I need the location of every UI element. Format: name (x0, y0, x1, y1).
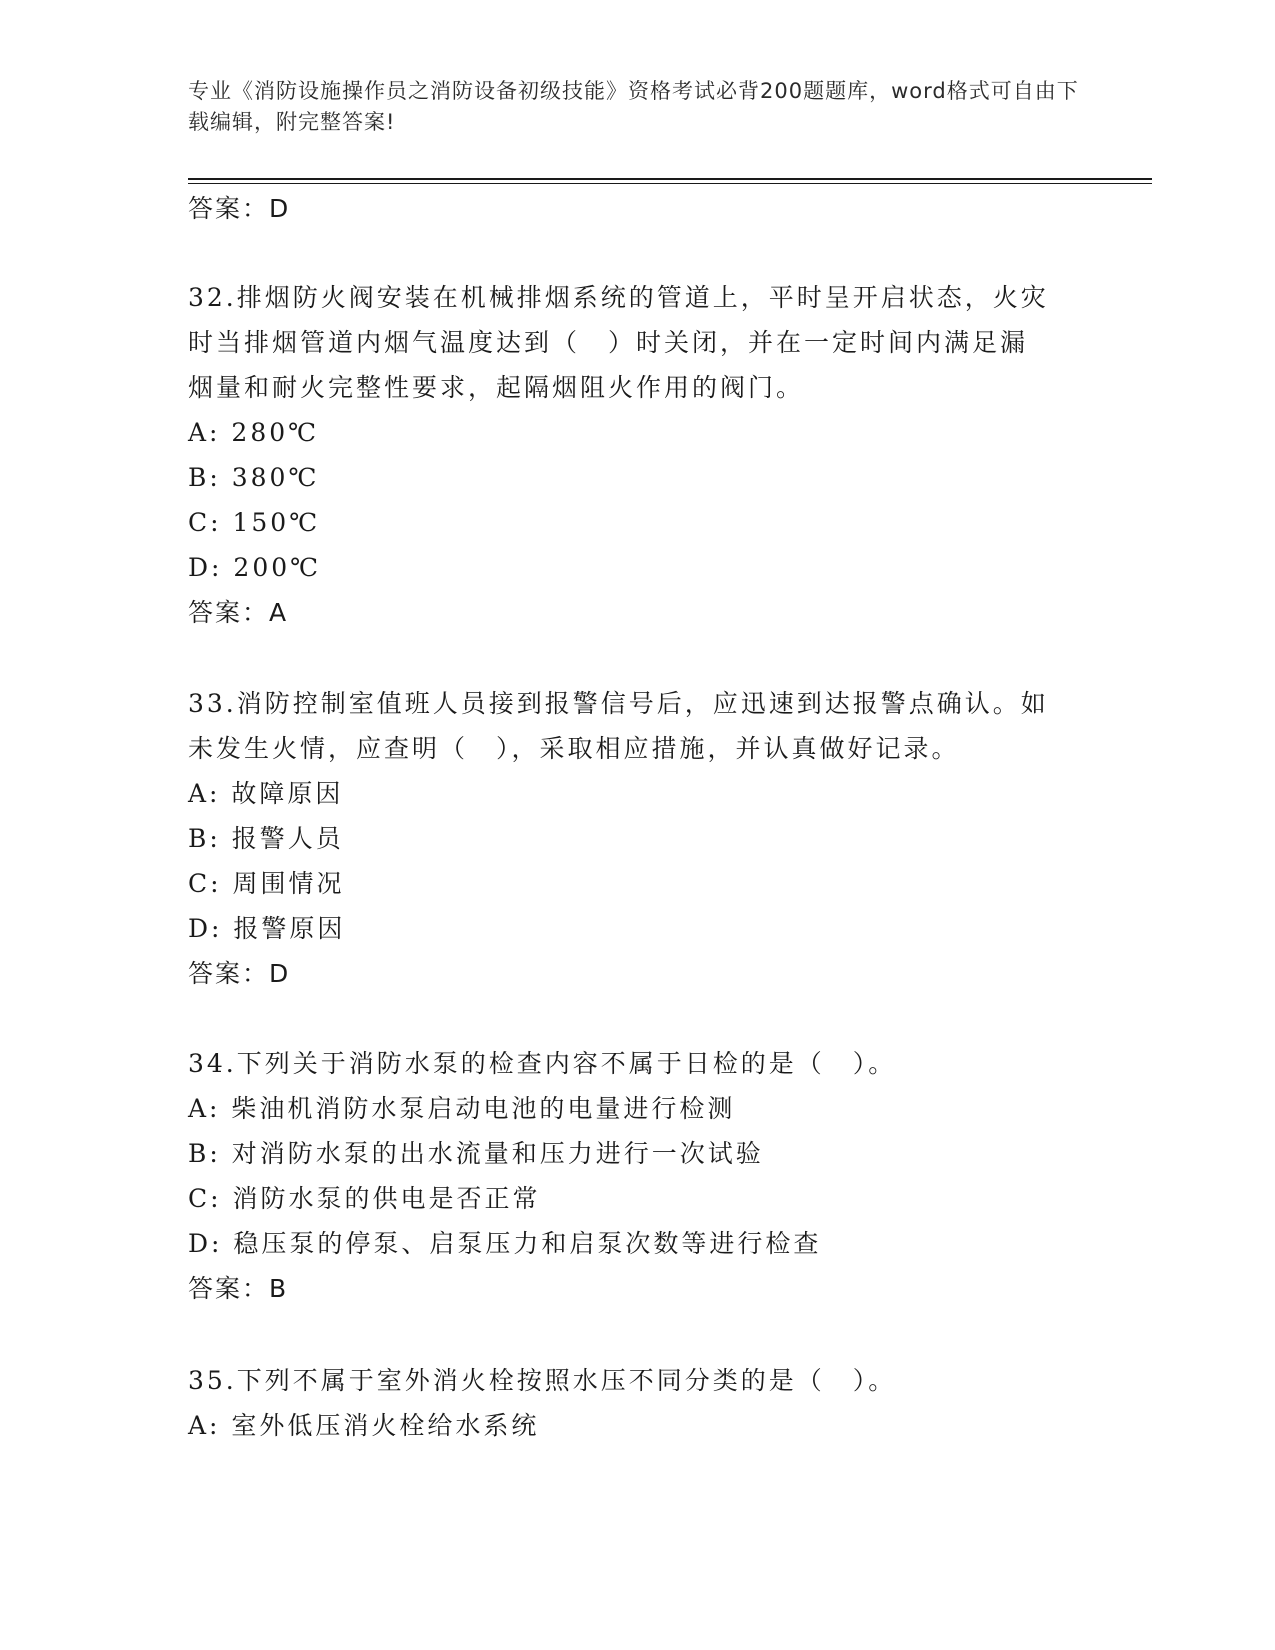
answer-31: 答案：D (188, 194, 291, 223)
question-32-option-c: C: 150℃ (188, 508, 321, 537)
question-33-line-2: 未发生火情，应查明（ ），采取相应措施，并认真做好记录。 (188, 734, 960, 763)
question-33-option-a: A: 故障原因 (188, 779, 344, 808)
answer-32: 答案：A (188, 598, 289, 627)
question-32-option-a: A: 280℃ (188, 418, 320, 447)
question-33-option-b: B: 报警人员 (188, 824, 344, 853)
document-header: 专业《消防设施操作员之消防设备初级技能》资格考试必背200题题库，word格式可自由下载编辑，附完整答案! (188, 79, 1079, 134)
question-33-option-c: C: 周围情况 (188, 869, 345, 898)
question-35-option-a: A: 室外低压消火栓给水系统 (188, 1411, 540, 1440)
question-35-line-1: 35.下列不属于室外消火栓按照水压不同分类的是（ ）。 (188, 1366, 897, 1395)
question-33-option-d: D: 报警原因 (188, 914, 346, 943)
header-divider-thin (188, 183, 1152, 184)
question-33-line-1: 33.消防控制室值班人员接到报警信号后，应迅速到达报警点确认。如 (188, 689, 1049, 718)
question-34-option-a: A: 柴油机消防水泵启动电池的电量进行检测 (188, 1094, 736, 1123)
question-32-line-1: 32.排烟防火阀安装在机械排烟系统的管道上，平时呈开启状态，火灾 (188, 283, 1049, 312)
question-32-line-2: 时当排烟管道内烟气温度达到（ ）时关闭，并在一定时间内满足漏 (188, 328, 1029, 357)
question-32-line-3: 烟量和耐火完整性要求，起隔烟阻火作用的阀门。 (188, 373, 805, 402)
answer-33: 答案：D (188, 959, 291, 988)
question-32-option-b: B: 380℃ (188, 463, 320, 492)
question-34-option-c: C: 消防水泵的供电是否正常 (188, 1184, 541, 1213)
question-34-line-1: 34.下列关于消防水泵的检查内容不属于日检的是（ ）。 (188, 1049, 897, 1078)
header-divider-thick (188, 178, 1152, 180)
question-34-option-d: D: 稳压泵的停泵、启泵压力和启泵次数等进行检查 (188, 1229, 822, 1258)
question-32-option-d: D: 200℃ (188, 553, 322, 582)
answer-34: 答案：B (188, 1274, 289, 1303)
question-34-option-b: B: 对消防水泵的出水流量和压力进行一次试验 (188, 1139, 764, 1168)
